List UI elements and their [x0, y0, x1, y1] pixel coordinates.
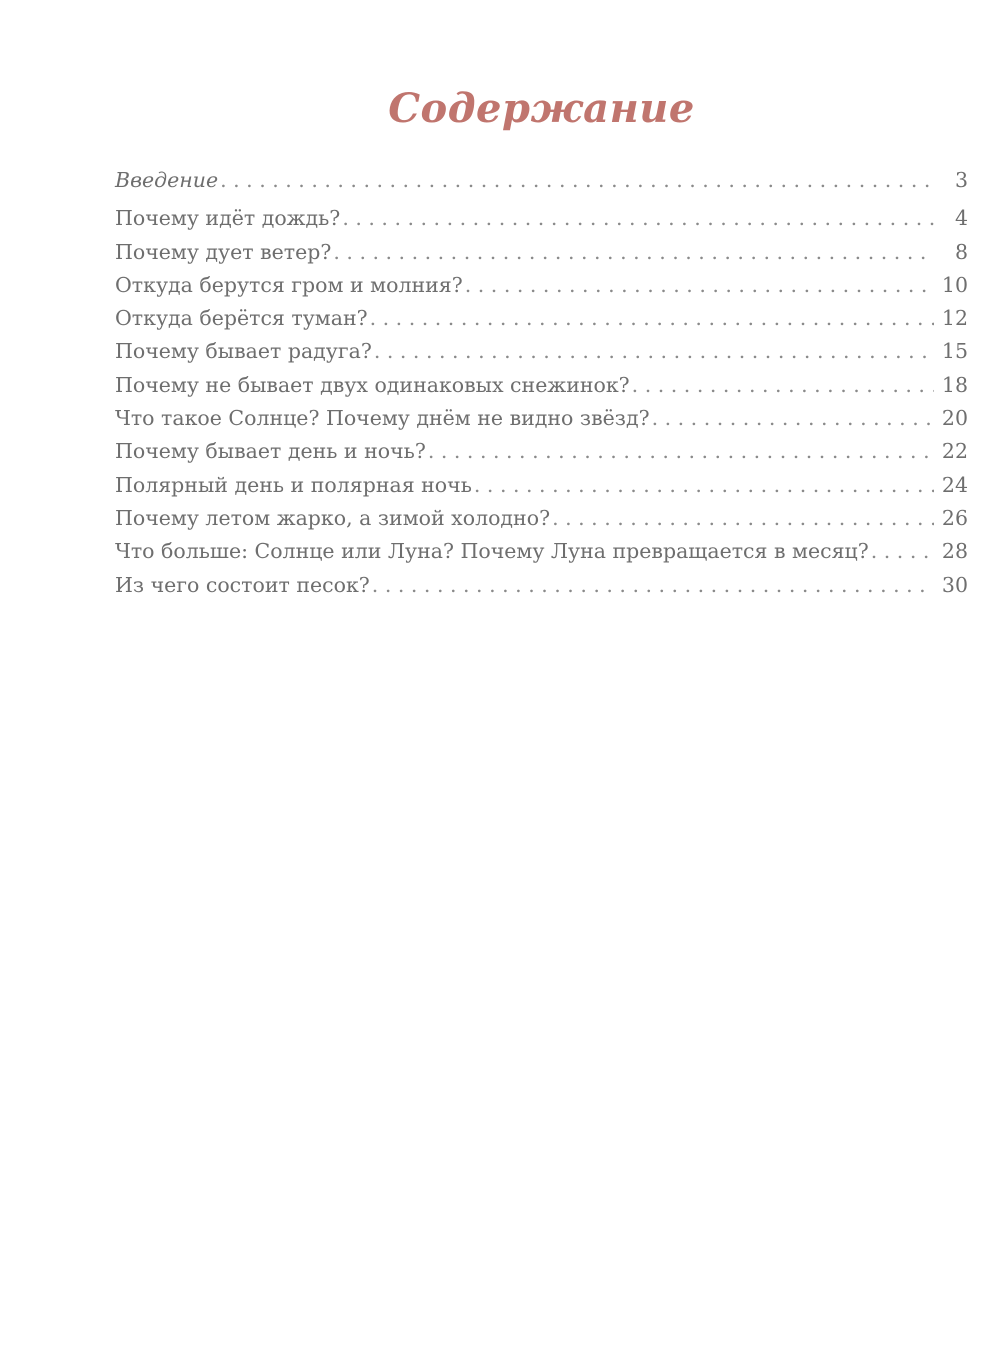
toc-entry-page-number: 26: [941, 505, 968, 530]
toc-entry-title: Из чего состоит песок?: [115, 572, 370, 597]
toc-entry[interactable]: [115, 373, 968, 406]
toc-entry[interactable]: [115, 406, 968, 439]
toc-entry-page-number: 20: [941, 406, 968, 431]
toc-entry-page-number: 15: [941, 339, 968, 364]
dot-leader: [474, 473, 934, 497]
toc-entry[interactable]: [115, 573, 968, 606]
toc-entry-title: Почему летом жарко, а зимой холодно?: [115, 505, 551, 530]
dot-leader: [632, 373, 934, 397]
toc-entry[interactable]: [115, 206, 968, 239]
dot-leader: [871, 539, 934, 563]
toc-entry-introduction[interactable]: [115, 168, 968, 201]
toc-entry-title: Почему не бывает двух одинаковых снежинок?: [115, 372, 630, 397]
toc-entry-page-number: 8: [954, 239, 968, 264]
toc-entry-title: Что больше: Солнце или Луна? Почему Луна превращается в месяц?: [115, 539, 869, 564]
dot-leader: [342, 206, 934, 230]
toc-entry-page-number: 30: [941, 572, 968, 597]
dot-leader: [372, 573, 934, 597]
toc-entry[interactable]: [115, 273, 968, 306]
toc-entry[interactable]: [115, 240, 968, 273]
toc-entry-title: Почему бывает день и ночь?: [115, 439, 426, 464]
toc-entry-page-number: 10: [941, 272, 968, 297]
toc-entry-title: Откуда берётся туман?: [115, 306, 368, 331]
dot-leader: [220, 168, 934, 192]
toc-entry-title: Введение: [115, 168, 219, 192]
toc-entry[interactable]: [115, 439, 968, 472]
dot-leader: [552, 506, 934, 530]
toc-entry-title: Полярный день и полярная ночь: [115, 472, 472, 497]
toc-entry[interactable]: [115, 539, 968, 572]
toc-entry[interactable]: [115, 506, 968, 539]
dot-leader: [465, 273, 934, 297]
dot-leader: [333, 240, 934, 264]
table-of-contents: [115, 168, 968, 606]
page-title: Содержание: [388, 84, 695, 132]
toc-entry[interactable]: [115, 306, 968, 339]
toc-entry-title: Откуда берутся гром и молния?: [115, 272, 463, 297]
toc-entry[interactable]: [115, 339, 968, 372]
toc-entry-page-number: 3: [954, 168, 968, 192]
dot-leader: [374, 339, 934, 363]
dot-leader: [652, 406, 934, 430]
toc-entry-page-number: 24: [941, 472, 968, 497]
toc-entry-title: Почему идёт дождь?: [115, 206, 341, 231]
toc-entry[interactable]: [115, 473, 968, 506]
toc-entry-title: Почему дует ветер?: [115, 239, 332, 264]
toc-entry-title: Что такое Солнце? Почему днём не видно звёзд?: [115, 406, 650, 431]
dot-leader: [428, 439, 934, 463]
toc-entry-page-number: 4: [954, 206, 968, 231]
toc-entry-page-number: 12: [941, 306, 968, 331]
toc-entry-page-number: 18: [941, 372, 968, 397]
toc-entry-page-number: 22: [941, 439, 968, 464]
dot-leader: [370, 306, 934, 330]
toc-entry-page-number: 28: [941, 539, 968, 564]
toc-entry-title: Почему бывает радуга?: [115, 339, 372, 364]
